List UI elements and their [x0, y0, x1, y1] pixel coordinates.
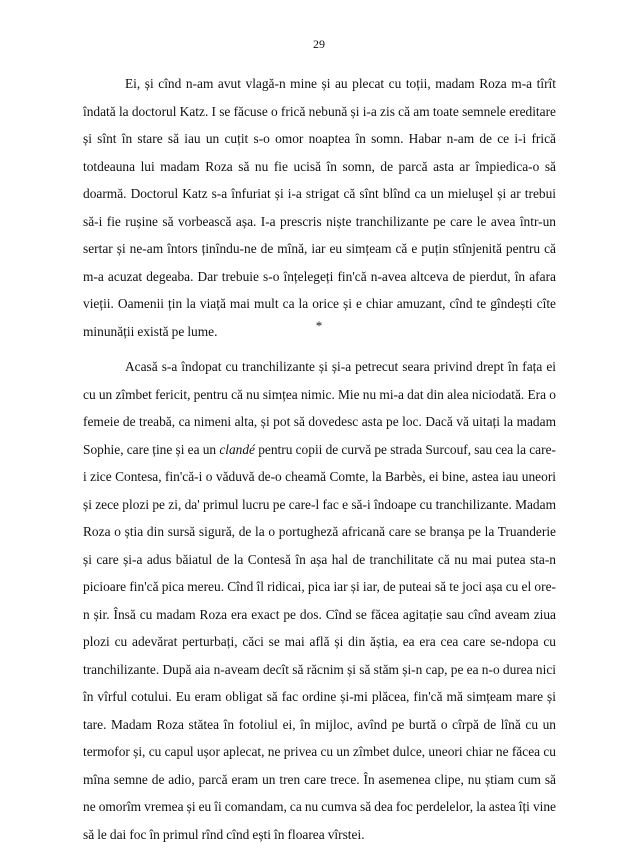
paragraph: Ei, și cînd n-am avut vlagă-n mine și au plecat cu toții, madam Roza m-a tîrît îndată la doctorul Katz. I se făcuse o frică nebună și i-a zis că am toate semnele ereditare și sînt în stare să iau un cuțit s-o omor noaptea în somn. Habar n-am de ce i-i frică totdeauna lui madam Roza să nu fie ucisă în somn, de parcă asta ar împiedica-o să doarmă. Doctorul Katz s-a înfuriat și i-a strigat că sînt blînd ca un mieluşel și ar trebui să-i fie rușine să vorbească așa. I-a prescris niște tranchilizante pe care le avea într-un sertar și ne-am întors ținîndu-ne de mînă, iar eu simțeam că e puțin stînjenită pentru că m-a acuzat degeaba. Dar trebuie s-o înțelegeți fin'că n-avea altceva de pierdut, în afara vieții. Oamenii țin la viață mai mult ca la orice și e chiar amuzant, cînd te gîndești cîte minunății există pe lume.	[83, 76, 556, 339]
paragraph-text: Acasă s-a îndopat cu tranchilizante și și-a petrecut seara privind drept în fața ei cu un zîmbet fericit, pentru că nu simțea nimic. Mie nu mi-a dat din alea niciodată. Era o femeie de treabă, ca nimeni alta, și pot să dovedesc asta pe loc. Dacă vă uitați la madam Sophie, care ține și ea un	[83, 359, 556, 457]
italic-term: clandé	[219, 441, 256, 457]
text-block-1	[83, 70, 556, 345]
text-block-2	[83, 353, 556, 848]
paragraph	[83, 353, 556, 848]
paragraph-text: pentru copii de curvă pe strada Surcouf, sau cea la care-i zice Contesa, fin'că-i o văduvă de-o cheamă Comte, la Barbès, ei bine, astea iau uneori și zece plozi pe zi, da' primul lucru pe care-l fac e să-i îndoape cu tranchilizante. Madam Roza o știa din sursă sigură, de la o portugheză africană care se branșa pe la Truanderie și care și-a adus băiatul de la Contesă în așa hal de tranchilitate că nu mai putea sta-n picioare fin'că pica mereu. Cînd îl ridicai, pica iar și iar, de puteai să te joci așa cu el ore-n șir. Însă cu madam Roza era exact pe dos. Cînd se făcea agitație sau cînd aveam ziua plozi cu adevărat perturbați, căci se mai află și din ăștia, ea era cea care se-ndopa cu tranchilizante. După aia n-aveam decît să răcnim și să stăm și-n cap, pe ea n-o durea nici în vîrful cotului. Eu eram obligat să fac ordine și-mi plăcea, fin'că mă simțeam mare și tare. Madam Roza stătea în fotoliul ei, în mijloc, avînd pe burtă o cîrpă de lînă cu un termofor și, cu capul ușor aplecat, ne privea cu un zîmbet dulce, uneori chiar ne făcea cu mîna semne de adio, parcă eram un tren care trece. În asemenea clipe, nu știam cum să ne omorîm vremea și eu îi comandam, ca nu cumva să dea foc perdelelor, la astea îți vine să le dai foc în primul rînd cînd ești în floarea vîrstei.	[83, 441, 556, 842]
section-separator: *	[315, 318, 323, 333]
page-number: 29	[313, 37, 325, 51]
